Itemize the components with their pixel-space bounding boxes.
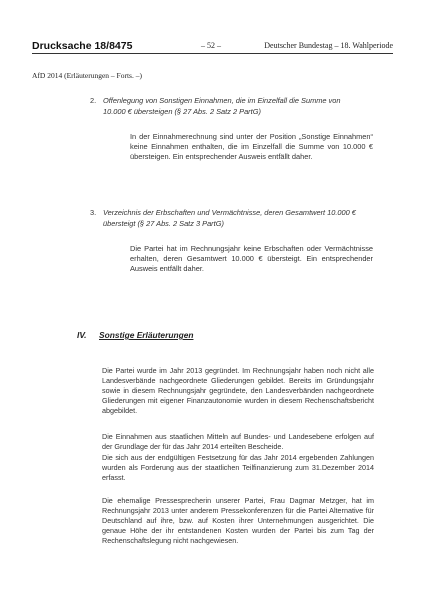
- document-label: Drucksache 18/: [32, 40, 110, 52]
- item-number: 3.: [90, 208, 97, 217]
- item-heading-3: [90, 208, 363, 229]
- page-subtitle: AfD 2014 (Erläuterungen – Forts. –): [32, 71, 142, 80]
- section-number: IV.: [77, 330, 87, 340]
- header-divider: [32, 53, 393, 54]
- section-paragraph: Die Einnahmen aus staatlichen Mitteln auf Bundes- und Landesebene erfolgen auf der Grundlage der für das Jahr 2014 erteilten Bescheide.: [102, 432, 374, 451]
- parliament-period: Deutscher Bundestag – 18. Wahlperiode: [264, 41, 393, 50]
- item-heading-2: [90, 96, 363, 117]
- item-number: 2.: [90, 96, 97, 105]
- item-body-2: In der Einnahmerechnung sind unter der Position „Sonstige Einnahmen“ keine Einnahmen enthalten, die im Einzelfall die Summe von 10.000 € übersteigen. Ein entsprechender Ausweis entfällt daher.: [130, 132, 373, 162]
- section-paragraph: Die sich aus der endgültigen Festsetzung für das Jahr 2014 ergebenden Zahlungen wurden als Forderung aus der staatlichen Teilfinanzierung zum 31.Dezember 2014 erfasst.: [102, 453, 374, 482]
- section-paragraph: Die Partei wurde im Jahr 2013 gegründet. Im Rechnungsjahr haben noch nicht alle Landesverbände nachgeordnete Gliederungen gebildet. Bereits im Gründungsjahr sowie in diesem Rechnungsjahr gegründete, den Landesverbänden nachgeordnete Gliederungen mit eigener Finanzautonomie wurden in diesem Rechenschaftsbericht abgebildet.: [102, 366, 374, 415]
- document-number: [32, 40, 132, 52]
- section-paragraph: Die ehemalige Pressesprecherin unserer Partei, Frau Dagmar Metzger, hat im Rechnungsjahr 2013 unter anderem Pressekonferenzen für die Partei Alternative für Deutschland auf ihre, bzw. auf Kosten ihrer Unternehmungen ausgerichtet. Die genaue Höhe der ihr entstandenen Kosten wurden der Partei bis zum Tag der Rechenschaftslegung nicht nachgewiesen.: [102, 496, 374, 545]
- document-number-value: 8475: [109, 40, 133, 52]
- section-heading: [77, 330, 193, 340]
- item-heading-text: Offenlegung von Sonstigen Einnahmen, die im Einzelfall die Summe von 10.000 € übersteigen (§ 27 Abs. 2 Satz 2 PartG): [103, 96, 341, 116]
- page-number: – 52 –: [201, 41, 221, 50]
- item-body-3: Die Partei hat im Rechnungsjahr keine Erbschaften oder Vermächtnisse erhalten, deren Gesamtwert 10.000 € übersteigt. Ein entsprechender Ausweis entfällt daher.: [130, 244, 373, 274]
- item-heading-text: Verzeichnis der Erbschaften und Vermächtnisse, deren Gesamtwert 10.000 € übersteigt (§ 27 Abs. 2 Satz 3 PartG): [103, 208, 356, 228]
- section-title: Sonstige Erläuterungen: [99, 330, 194, 340]
